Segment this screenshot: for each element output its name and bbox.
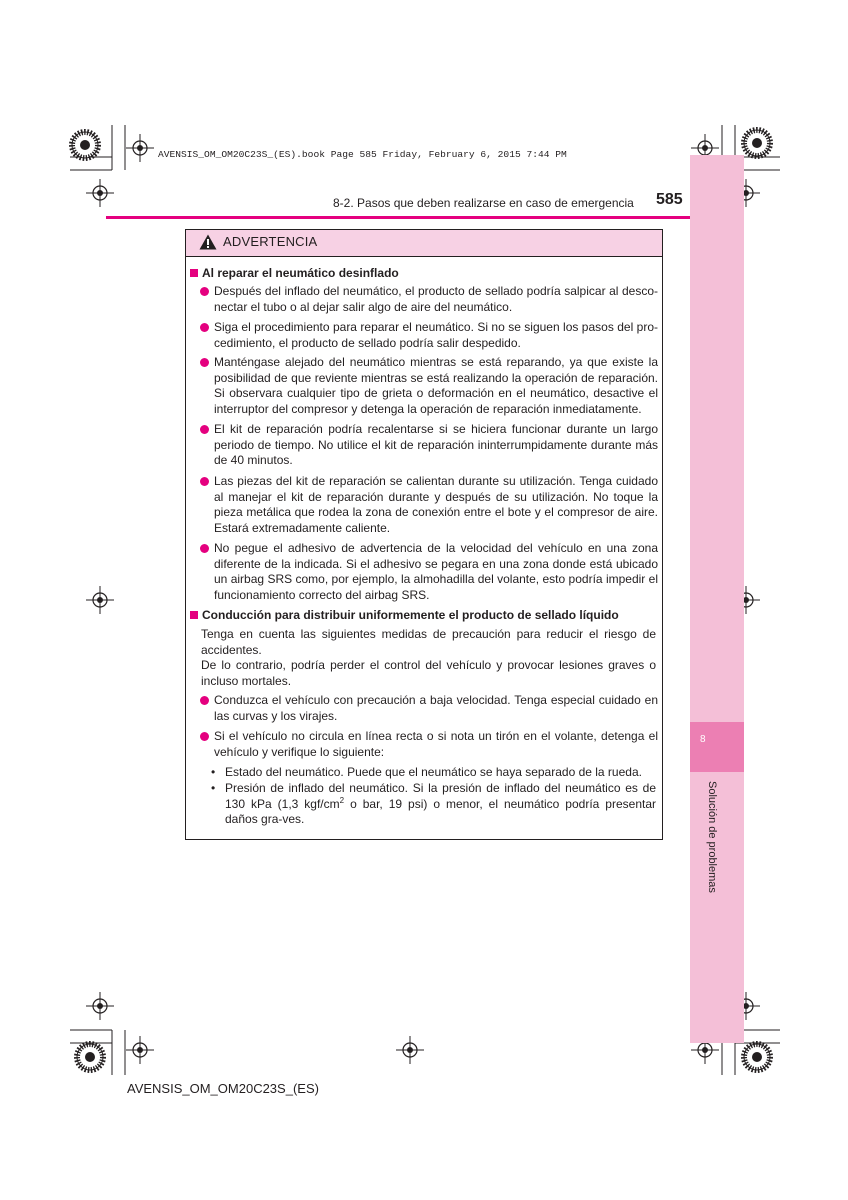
header-rule [106, 216, 690, 219]
chapter-tab [690, 722, 744, 772]
list-item [200, 474, 658, 536]
list-item-text: Conduzca el vehículo con precaución a baja velocidad. Tenga especial cuidado en las curvas y los virajes. [214, 693, 658, 723]
list-item [200, 729, 658, 760]
warning-triangle-icon [199, 234, 217, 250]
side-tab-band [690, 155, 744, 1043]
list-item [200, 320, 658, 351]
square-bullet-icon [190, 269, 198, 277]
pressure-text-end: o bar, 19 psi) o menor, el neumático podría presentar daños gra-ves. [225, 796, 656, 827]
warning-box [185, 229, 663, 840]
warning-title: ADVERTENCIA [223, 234, 318, 249]
page-number: 585 [656, 191, 683, 208]
sub-list-item [211, 765, 656, 781]
sub-list-item-text [225, 781, 656, 828]
footer-document-code: AVENSIS_OM_OM20C23S_(ES) [127, 1081, 319, 1096]
list-item-text: Siga el procedimiento para reparar el neumático. Si no se siguen los pasos del pro-cedimiento, el producto de sellado podría salir despedido. [214, 320, 658, 350]
bullet-dot-icon [200, 425, 209, 434]
list-item [200, 355, 658, 417]
superscript: 2 [339, 795, 345, 805]
sub-bullet-mark: • [211, 765, 216, 779]
list-item-text: Manténgase alejado del neumático mientras se está reparando, ya que existe la posibilidad de que reviente mientras se está realizando la operación de reparación. Si observara cualquier tipo de grieta o deformación en el neumático, desactive el interruptor del compresor y detenga la operación de reparación inmediatamente. [214, 355, 658, 416]
section-heading-text: Al reparar el neumático desinflado [202, 266, 399, 280]
section-heading-repair [190, 266, 658, 282]
section-title: 8-2. Pasos que deben realizarse en caso de emergencia [333, 196, 634, 210]
section-heading-driving [190, 608, 658, 624]
chapter-label: Solución de problemas [706, 781, 718, 893]
list-item-text: Si el vehículo no circula en línea recta o si nota un tirón en el volante, detenga el vehículo y verifique lo siguiente: [214, 729, 658, 759]
list-item-text: Después del inflado del neumático, el producto de sellado podría salpicar al desco-nectar el tubo o al dejar salir algo de aire del neumático. [214, 284, 658, 314]
sub-list-item [211, 781, 656, 828]
pressure-text: Presión de inflado del neumático. Si la presión de inflado del neumático es de 130 kPa (1,3 kgf/cm [225, 781, 656, 811]
bullet-dot-icon [200, 544, 209, 553]
bullet-dot-icon [200, 732, 209, 741]
list-item [200, 284, 658, 315]
list-item-text: El kit de reparación podría recalentarse si se hiciera funcionar durante un largo periodo de tiempo. No utilice el kit de reparación ininterrumpidamente durante más de 40 minutos. [214, 422, 658, 468]
list-item-text: No pegue el adhesivo de advertencia de la velocidad del vehículo en una zona diferente de la indicada. Si el adhesivo se pegara en una zona donde está ubicado un airbag SRS como, por ejemplo, la almohadilla del volante, esto podría impedir el funcionamiento correcto del airbag SRS. [214, 541, 658, 602]
intro-paragraph: Tenga en cuenta las siguientes medidas de precaución para reducir el riesgo de accidentes. [201, 627, 656, 657]
bullet-dot-icon [200, 477, 209, 486]
sub-list-item-text: Estado del neumático. Puede que el neumático se haya separado de la rueda. [225, 765, 642, 779]
list-item [200, 693, 658, 724]
list-item [200, 541, 658, 603]
print-header: AVENSIS_OM_OM20C23S_(ES).book Page 585 Friday, February 6, 2015 7:44 PM [158, 149, 567, 160]
bullet-dot-icon [200, 287, 209, 296]
bullet-dot-icon [200, 358, 209, 367]
warning-header [186, 230, 662, 257]
bullet-dot-icon [200, 323, 209, 332]
section-heading-text: Conducción para distribuir uniformemente el producto de sellado líquido [202, 608, 619, 622]
list-item-text: Las piezas del kit de reparación se calientan durante su utilización. Tenga cuidado al manejar el kit de reparación durante y después de su utilización. No toque la pieza metálica que rodea la zona de conexión entre el bote y el compresor de aire. Estará extremadamente caliente. [214, 474, 658, 535]
bullet-dot-icon [200, 696, 209, 705]
intro-paragraph: De lo contrario, podría perder el control del vehículo y provocar lesiones graves o incluso mortales. [201, 658, 656, 688]
square-bullet-icon [190, 611, 198, 619]
sub-bullet-mark: • [211, 781, 216, 795]
list-item [200, 422, 658, 469]
chapter-number: 8 [700, 734, 706, 745]
